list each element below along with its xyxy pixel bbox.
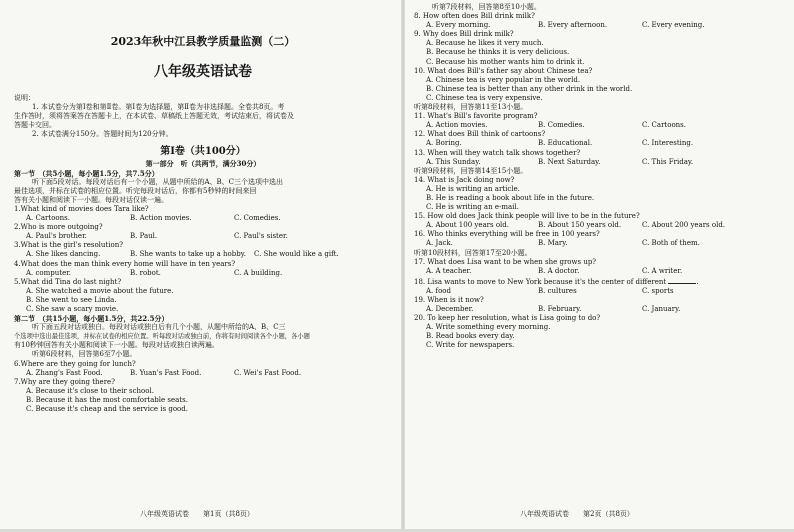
option-a: A. This Sunday.	[426, 157, 481, 166]
option-a: A. She watched a movie about the future.	[26, 286, 174, 295]
question-options	[414, 139, 786, 148]
question-stem: 8. How often does Bill drink milk?	[414, 12, 535, 21]
note-line: 1. 本试卷分为第Ⅰ卷和第Ⅱ卷。第Ⅰ卷为选择题，第Ⅱ卷为非选择题。全卷共8页。考	[32, 103, 285, 112]
option-c: C. Both of them.	[642, 239, 700, 248]
option-a: A. Zhang's Fast Food.	[26, 368, 103, 377]
material-heading: 听第9段材料，回答第14至15小题。	[414, 166, 528, 175]
note-line: 生作答时，须将答案答在答题卡上，在本试卷、草稿纸上答题无效，考试结束后，将试卷及	[14, 112, 294, 121]
option-c: C. sports	[642, 286, 674, 295]
question-options	[14, 232, 392, 241]
option-b: B. Yuan's Fast Food.	[130, 368, 202, 377]
answer-blank	[668, 276, 696, 284]
option-b: B. Next Saturday.	[538, 157, 601, 166]
page-footer: 八年级英语试卷 第1页（共8页）	[140, 510, 254, 518]
page-fold	[401, 0, 405, 529]
question-options	[14, 269, 392, 278]
question-options	[414, 158, 786, 167]
question-stem: 20. To keep her resolution, what is Lisa going to do?	[414, 314, 601, 323]
option-b: B. Every afternoon.	[538, 21, 608, 30]
question-options	[414, 287, 786, 296]
option-a: A. computer.	[26, 268, 72, 277]
question-stem: 14. What is Jack doing now?	[414, 175, 515, 184]
instruction-line: 答有关小题和阅读下一小题。每段对话仅读一遍。	[14, 195, 168, 204]
question-stem: 18. Lisa wants to move to New York because it's the center of different .	[414, 277, 699, 286]
question-stem: 19. When is it now?	[414, 296, 484, 304]
option-b: B. He is reading a book about life in the future.	[426, 193, 595, 202]
option-a: A. Every morning.	[426, 21, 491, 30]
page-footer: 八年级英语试卷 第2页（共8页）	[520, 510, 634, 518]
option-b: B. Action movies.	[130, 214, 192, 223]
option-b: B. A doctor.	[538, 266, 580, 275]
question-stem: 15. How old does Jack think people will live to be in the future?	[414, 212, 640, 221]
part1-subtitle: 第一部分 听（共两节，满分30分）	[145, 159, 261, 169]
question-options	[414, 221, 786, 230]
option-c: C. Because it's cheap and the service is good.	[26, 405, 188, 413]
option-b: B. February.	[538, 305, 582, 314]
option-c: C. She saw a scary movie.	[26, 304, 119, 313]
option-a: A. Cartoons.	[26, 214, 70, 223]
section2-title: 第二节 （共15小题，每小题1.5分，共22.5分）	[14, 314, 169, 324]
note-line: 2. 本试卷满分150分。答题时间为120分钟。	[32, 130, 173, 139]
option-c: C. This Friday.	[642, 157, 694, 166]
page-2	[414, 0, 786, 532]
option-b: B. Mary.	[538, 239, 568, 248]
question-stem: 4.What does the man think every home will have in ten years?	[14, 259, 236, 268]
section1-title: 第一节 （共5小题，每小题1.5分，共7.5分）	[14, 168, 159, 178]
material-heading: 听第8段材料，回答第11至13小题。	[414, 103, 528, 112]
option-a: A. Because it's close to their school.	[26, 386, 154, 395]
option-a: A. About 100 years old.	[426, 221, 509, 230]
option-a: A. Boring.	[426, 139, 462, 148]
option-b: B. Read books every day.	[426, 332, 515, 341]
option-c: C. Cartoons.	[642, 121, 686, 130]
option-c: C. A building.	[234, 268, 283, 277]
option-c: C. Paul's sister.	[234, 232, 288, 241]
option-a: A. Because he likes it very much.	[426, 39, 544, 48]
question-stem: 5.What did Tina do last night?	[14, 277, 122, 286]
question-options	[414, 121, 786, 130]
material-heading: 听第10段材料，回答第17至20小题。	[414, 248, 532, 257]
option-a: A. Jack.	[426, 239, 453, 248]
option-b: B. Because he thinks it is very delicious.	[426, 48, 570, 57]
option-c: C. Chinese tea is very expensive.	[426, 93, 543, 102]
question-stem: 2.Who is more outgoing?	[14, 223, 103, 232]
question-stem: 13. When will they watch talk shows together?	[414, 148, 581, 157]
option-a: A. Write something every morning.	[426, 323, 551, 332]
question-options	[14, 214, 392, 223]
option-b: B. robot.	[130, 268, 161, 277]
option-a: A. food	[426, 286, 452, 295]
option-c: C. Interesting.	[642, 139, 694, 148]
question-options	[414, 305, 786, 314]
material-heading: 听第6段材料，回答第6至7小题。	[32, 350, 137, 359]
option-a: A. Chinese tea is very popular in the world.	[426, 75, 581, 84]
question-stem: 3.What is the girl's resolution?	[14, 241, 123, 250]
question-stem: 16. Who thinks everything will be free in 100 years?	[414, 230, 600, 239]
question-options	[14, 250, 392, 259]
option-b: B. cultures	[538, 286, 577, 295]
option-c: C. Wei's Fast Food.	[234, 368, 302, 377]
question-stem: 9. Why does Bill drink milk?	[414, 30, 514, 39]
question-stem: 1.What kind of movies does Tara like?	[14, 204, 149, 213]
option-c: C. Every evening.	[642, 21, 705, 30]
option-a: A. Action movies.	[426, 121, 488, 130]
option-b: B. Comedies.	[538, 121, 585, 130]
question-options	[14, 369, 392, 378]
instruction-line: 听下面5段对话。每段对话后有一个小题，从题中所给的A、B、C三个选项中选出	[32, 177, 284, 186]
option-c: C. January.	[642, 305, 681, 314]
option-a: A. He is writing an article.	[426, 184, 520, 193]
instruction-line: 有10秒钟回答有关小题和阅读下一小题。每段对话或独白读两遍。	[14, 341, 219, 350]
option-b: B. Paul.	[130, 232, 158, 241]
question-stem: 17. What does Lisa want to be when she grows up?	[414, 257, 597, 266]
exam-title: 2023年秋中江县教学质量监测（二）	[110, 35, 296, 48]
option-b: B. Because it has the most comfortable seats.	[26, 395, 188, 404]
page-1	[14, 0, 392, 529]
note-line: 答题卡交回。	[14, 121, 56, 130]
instruction-line: 个选项中选出最佳选项，并标在试卷的相应位置。听每段对话或独白前，你将有时间阅读各个小题，各小题	[14, 333, 310, 341]
question-stem: 6.Where are they going for lunch?	[14, 359, 136, 368]
question-text: 18. Lisa wants to move to New York because it's the center of different	[414, 277, 667, 286]
option-c: C. A writer.	[642, 266, 683, 275]
question-stem: 11. What's Bill's favorite program?	[414, 112, 538, 121]
question-options	[414, 21, 786, 30]
option-c: C. He is writing an e-mail.	[426, 203, 519, 212]
part1-title: 第Ⅰ卷（共100分）	[160, 146, 246, 158]
option-c: C. Because his mother wants him to drink it.	[426, 57, 585, 66]
option-a: A. Paul's brother.	[26, 232, 87, 241]
option-c: C. She would like a gift.	[254, 250, 339, 259]
question-stem: 12. What does Bill think of cartoons?	[414, 130, 546, 139]
option-b: B. Educational.	[538, 139, 593, 148]
question-stem: 10. What does Bill's father say about Chinese tea?	[414, 66, 593, 75]
option-a: A. She likes dancing.	[26, 250, 101, 259]
material-heading: 听第7段材料，回答第8至10小题。	[432, 3, 541, 11]
option-c: C. Comedies.	[234, 214, 281, 223]
option-b: B. Chinese tea is better than any other drink in the world.	[426, 84, 633, 93]
option-a: A. A teacher.	[426, 266, 472, 275]
option-a: A. December.	[426, 305, 474, 314]
option-b: B. She went to see Linda.	[26, 295, 117, 304]
instruction-line: 最佳选项，并标在试卷的相应位置。听完每段对话后，你都有5秒钟的时间来回	[14, 186, 257, 195]
notes-heading: 说明：	[14, 94, 35, 102]
option-b: B. About 150 years old.	[538, 221, 622, 230]
option-c: C. Write for newspapers.	[426, 341, 515, 350]
question-options	[414, 239, 786, 248]
exam-subtitle: 八年级英语试卷	[154, 64, 252, 80]
option-b: B. She wants to take up a hobby.	[130, 250, 246, 259]
question-stem: 7.Why are they going there?	[14, 377, 115, 386]
question-options	[414, 267, 786, 276]
option-c: C. About 200 years old.	[642, 221, 726, 230]
instruction-line: 听下面五段对话或独白。每段对话或独白后有几个小题，从题中所给的A、B、C三	[32, 323, 286, 332]
